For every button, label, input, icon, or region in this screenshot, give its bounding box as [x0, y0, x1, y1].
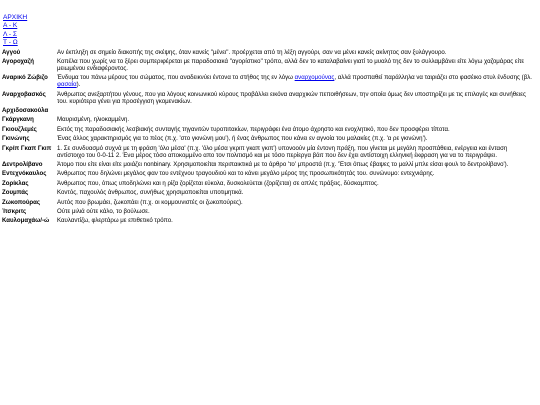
glossary-row: [1, 180, 535, 189]
glossary-row: [1, 217, 535, 226]
glossary-term: Ίτσκριτς: [2, 207, 27, 215]
glossary-term: Αγοροχαζή: [2, 58, 34, 66]
glossary-definition: Εκτός της παραδοσιακής λεσβιακής συνταγής τηγανιτών τυροπιτακίων, περιγράφει ένα άτομο άχρηστο και ενοχλητικό, που δεν προσφέρει τίποτα.: [57, 125, 450, 133]
glossary-term: Ζουμπάς: [2, 189, 29, 197]
glossary-definition: Κοπέλα που χωρίς να το ξέρει συμπεριφέρεται με παραδοσιακά "αγορίστικο" τρόπο, αλλά δεν το καταλαβαίνει γιατί το μυαλό της δεν το συλλαμβάνει είτε λόγω χαζομάρας είτε μειωμένου ενδιαφέροντος.: [57, 58, 525, 72]
glossary-definition: Ούτε μιλιά ούτε κάλο, το βούλωσε.: [57, 207, 150, 215]
glossary-row: [1, 116, 535, 125]
glossary-row: [1, 107, 535, 116]
glossary-row: [1, 161, 535, 170]
nav-link-home[interactable]: ΑΡΧΙΚΗ: [3, 14, 28, 21]
definition-text: Ένδυμα του πάνω μέρους του σώματος, που αναδεικνύει έντονα το στήθος της εν λόγω: [57, 74, 295, 82]
glossary-definition: Άνθρωπος που δηλώνει μεγάλος φαν του εντέχνου τραγουδιού και το κάνει μεγάλο μέρος της προσωπικότητάς του. συνώνυμο: εντεχνιάρης.: [57, 170, 435, 178]
glossary-term: Δεντρολίβανο: [2, 160, 43, 168]
glossary-row: [1, 189, 535, 198]
glossary-definition: [56, 74, 535, 90]
glossary-row: [1, 58, 535, 74]
glossary-definition: [56, 107, 535, 116]
glossary-term: Ζωκοπούρας: [2, 198, 41, 206]
glossary-definition: Ένας άλλος χαρακτηρισμός για το πέος (π.χ. 'στο γκινώνη μου'), ή ένας άνθρωπος που κάνει εν αγνοία του μαλακίες (π.χ. 'α ρε γκινώνη').: [57, 135, 428, 143]
glossary-term: Γκάργκανη: [2, 116, 34, 124]
glossary-definition: Άνθρωπος ανεξαρτήτου γένους, που για λόγους κοινωνικού κύρους προβάλλει εικόνα αναρχικών πεποιθήσεων, την οποία όμως δεν υποστηρίζει με τις επιλογές και συνήθειες του. κυριότερα γένει για προσέγγιση γκομενακίων.: [57, 90, 526, 105]
glossary-definition: Αν έκπληξη σε σημείο διακοπής της σκέψης, όταν κανείς "μένει". προέρχεται από τη λέξη αγγούρι, σαν να μένει κανείς ακίνητος σαν ξυλάγγουρο.: [57, 48, 447, 56]
glossary-term: Γκινώνης: [2, 135, 30, 143]
glossary-row: [1, 126, 535, 135]
glossary-term: Αναρικό Ζώβιζο: [2, 74, 48, 82]
glossary-row: [1, 170, 535, 179]
glossary-row: [1, 199, 535, 208]
glossary-row: [1, 135, 535, 144]
glossary-table: [1, 49, 535, 227]
definition-text: ).: [76, 81, 81, 89]
glossary-term: Εντεχνόκαυλος: [2, 170, 47, 178]
glossary-definition: Καυλαντίζω, φλερτάρω με επιθετικό τρόπο.: [57, 217, 173, 225]
glossary-term: Καυλομαχάω/-ώ: [2, 217, 50, 225]
definition-text: , αλλά προσπαθεί παράλληλα να ταιριάζει στο φασέικο στυλ ένδυσης (βλ.: [334, 74, 532, 82]
glossary-definition: Μαυρισμένη, ηλιοκαμμένη.: [57, 116, 130, 124]
glossary-definition: Άνθρωπος που, όπως υποδηλώνει και η ρίζα ζορίζεται εύκολα, δυσκολεύεται (ζορίζεται) σε απλές πράξεις, δύσκαμπτος.: [57, 179, 379, 187]
link-fasaia[interactable]: φασαία: [57, 81, 77, 89]
glossary-term: Αγγού: [2, 48, 21, 56]
glossary-row: [1, 74, 535, 90]
nav-link-l-s[interactable]: Λ - Σ: [3, 30, 17, 38]
glossary-term: Αναρχοβασκός: [2, 90, 46, 98]
glossary-term: Αρχιδοσακούλα: [2, 106, 49, 114]
glossary-definition: Κοντός, παχουλός άνθρωπος, συνήθως χρησιμοποιείται υποτιμητικά.: [57, 189, 244, 197]
glossary-term: Γκρίπ Γκαπ Γκιπ: [2, 144, 52, 152]
glossary-term: Ζορίκλας: [2, 179, 29, 187]
link-anarchomounas[interactable]: αναρχομούνας: [294, 74, 335, 82]
glossary-definition: Αυτός που βρωμάει, ζωκοπάει (π.χ. οι κομμουνιστές οι ζωκοπούρες).: [57, 198, 243, 206]
nav-menu: [3, 14, 540, 48]
nav-link-a-k[interactable]: Α - Κ: [3, 22, 18, 30]
glossary-row: [1, 91, 535, 107]
nav-link-t-o[interactable]: Τ - Ω: [3, 39, 18, 47]
glossary-definition: 1. Σε συνδυασμό συχνά με τη φράση 'όλο μέσα' (π.χ. 'όλο μέσα γκριπ γκαπ γκιπ') υπονοούν μία έντονη πράξη, που γίνεται με μεγάλη προσπάθεια, ενέργεια και ένταση αντίστοιχο του 0-0-11 2. Ένα μέρος τόσο αποκομμένο απο τον πολιτισμό και με τόσο περίεργα βάιτ που δεν έχει αντίστοιχη ελληνική έκφραση για να το περιγράψει.: [57, 144, 508, 159]
glossary-term: Γκιουζλεμές: [2, 125, 37, 133]
glossary-row: [1, 208, 535, 217]
glossary-row: [1, 145, 535, 161]
glossary-definition: Άτομο που είτε είναι είτε μοιάζει nonbinary. Χρησιμοποιείται περιπαικτικά με το άρθρο 'το' μπροστά (π.χ. 'Έτσι όπως έβαψες το μαλλί μπλε είσαι φουλ το δεντρολίβανο').: [57, 160, 509, 168]
glossary-row: [1, 49, 535, 58]
